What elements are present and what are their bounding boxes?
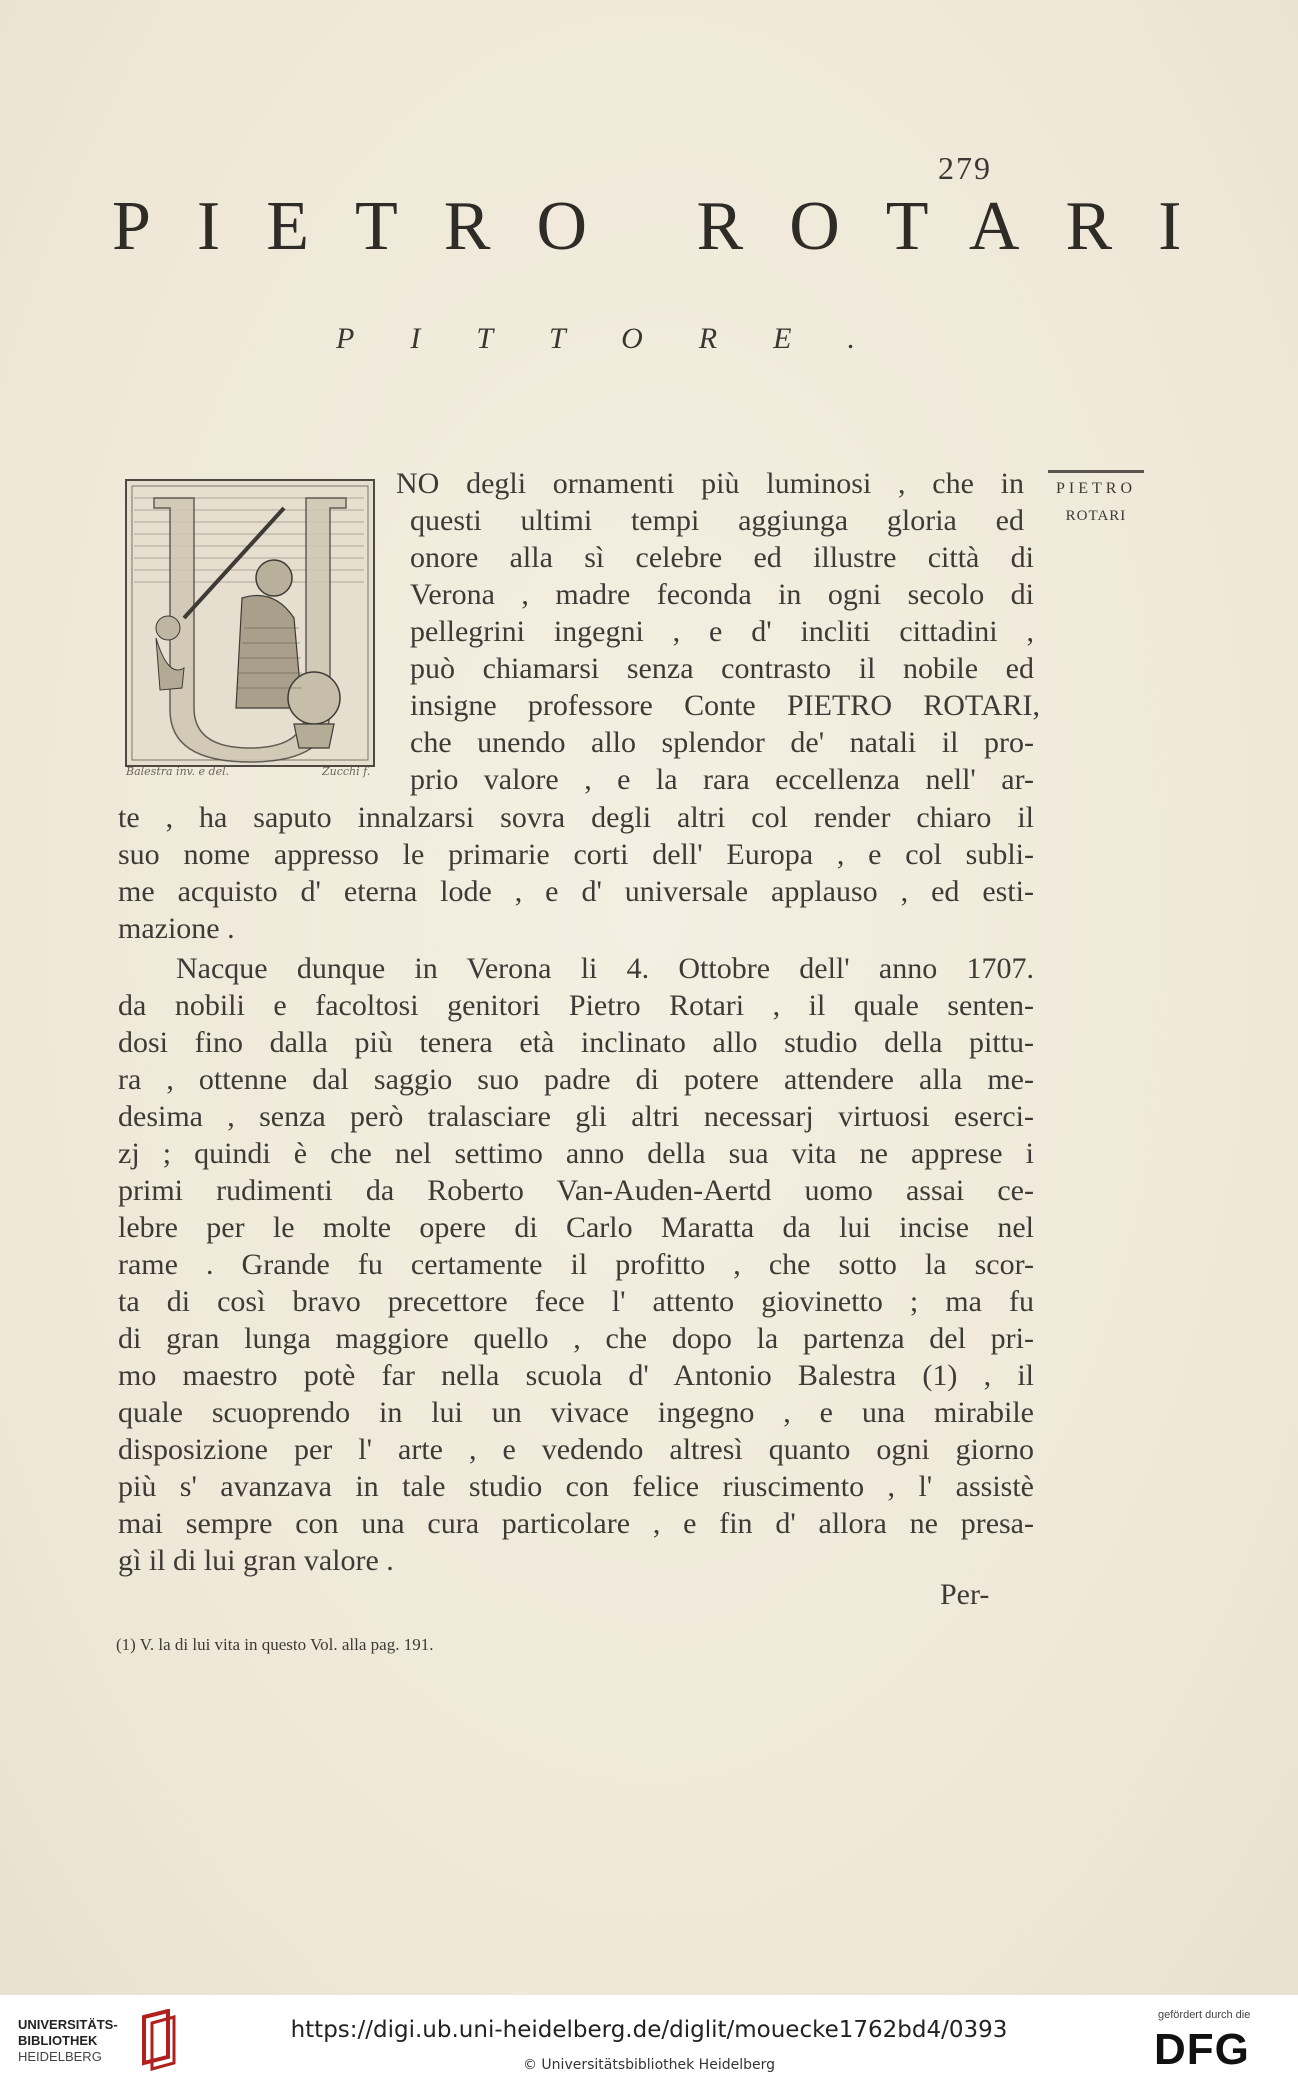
- dfg-logo[interactable]: DFG: [1154, 2025, 1250, 2074]
- text-line: desima , senza però tralasciare gli altri necessarj virtuosi eserci-: [118, 1100, 1034, 1133]
- page-subtitle: PITTORE.: [336, 322, 911, 355]
- text-line: dosi fino dalla più tenera età inclinato allo studio della pittu-: [118, 1026, 1034, 1059]
- catchword: Per-: [940, 1578, 990, 1611]
- text-line: primi rudimenti da Roberto Van-Auden-Aertd uomo assai ce-: [118, 1174, 1034, 1207]
- text-line: quale scuoprendo in lui un vivace ingegno , e una mirabile: [118, 1396, 1034, 1429]
- text-line: questi ultimi tempi aggiunga gloria ed: [410, 504, 1024, 537]
- text-line: ra , ottenne dal saggio suo padre di potere attendere alla me-: [118, 1063, 1034, 1096]
- page-number: 279: [938, 150, 992, 186]
- marginal-note-line2: ROTARI: [1065, 508, 1127, 524]
- page-title: PIETRO ROTARI: [112, 188, 1228, 265]
- text-line: prio valore , e la rara eccellenza nell' ar-: [410, 763, 1034, 796]
- text-line: lebre per le molte opere di Carlo Maratta da lui incise nel: [118, 1211, 1034, 1244]
- marginal-note: [1046, 470, 1146, 533]
- text-line: può chiamarsi senza contrasto il nobile ed: [410, 652, 1034, 685]
- text-line: te , ha saputo innalzarsi sovra degli altri col render chiaro il: [118, 801, 1034, 834]
- text-line: onore alla sì celebre ed illustre città di: [410, 541, 1034, 574]
- footnote: (1) V. la di lui vita in questo Vol. alla pag. 191.: [116, 1635, 434, 1654]
- text-line: ta di così bravo precettore fece l' attento giovinetto ; ma fu: [118, 1285, 1034, 1318]
- viewer-footer: [0, 1995, 1298, 2091]
- text-line: insigne professore Conte PIETRO ROTARI,: [410, 689, 1040, 722]
- text-line: disposizione per l' arte , e vedendo altresì quanto ogni giorno: [118, 1433, 1034, 1466]
- text-line: mo maestro potè far nella scuola d' Antonio Balestra (1) , il: [118, 1359, 1034, 1392]
- text-line: che unendo allo splendor de' natali il pro-: [410, 726, 1034, 759]
- text-line: pellegrini ingegni , e d' incliti cittadini ,: [410, 615, 1034, 648]
- marginal-rule: [1048, 470, 1144, 473]
- text-line: NO degli ornamenti più luminosi , che in: [396, 467, 1024, 500]
- text-line: più s' avanzava in tale studio con felice riuscimento , l' assistè: [118, 1470, 1034, 1503]
- text-line: Verona , madre feconda in ogni secolo di: [410, 578, 1034, 611]
- engraving-signature-right: Zucchi f.: [322, 765, 371, 778]
- text-line: me acquisto d' eterna lode , e d' universale applauso , ed esti-: [118, 875, 1034, 908]
- decorated-initial-u: [124, 478, 376, 778]
- text-line: mazione .: [118, 912, 235, 945]
- text-line: di gran lunga maggiore quello , che dopo la partenza del pri-: [118, 1322, 1034, 1355]
- library-name-line1: UNIVERSITÄTS-: [18, 2017, 118, 2032]
- funding-label: gefördert durch die: [1158, 2009, 1251, 2021]
- text-line: gì il di lui gran valore .: [118, 1544, 394, 1577]
- text-line: Nacque dunque in Verona li 4. Ottobre dell' anno 1707.: [176, 952, 1034, 985]
- text-line: mai sempre con una cura particolare , e fin d' allora ne presa-: [118, 1507, 1034, 1540]
- text-line: rame . Grande fu certamente il profitto , che sotto la scor-: [118, 1248, 1034, 1281]
- text-line: suo nome appresso le primarie corti dell' Europa , e col subli-: [118, 838, 1034, 871]
- engraving-signature-left: Balestra inv. e del.: [126, 765, 230, 778]
- text-line: zj ; quindi è che nel settimo anno della sua vita ne apprese i: [118, 1137, 1034, 1170]
- text-line: da nobili e facoltosi genitori Pietro Rotari , il quale senten-: [118, 989, 1034, 1022]
- page-url-link[interactable]: https://digi.ub.uni-heidelberg.de/diglit/mouecke1762bd4/0393: [290, 2017, 1008, 2043]
- allegory-engraving: [124, 478, 376, 778]
- library-name-line3: HEIDELBERG: [18, 2049, 102, 2064]
- copyright-notice: © Universitätsbibliothek Heidelberg: [522, 2057, 775, 2073]
- marginal-note-line1: PIETRO: [1056, 480, 1136, 497]
- library-name-line2: BIBLIOTHEK: [18, 2033, 98, 2048]
